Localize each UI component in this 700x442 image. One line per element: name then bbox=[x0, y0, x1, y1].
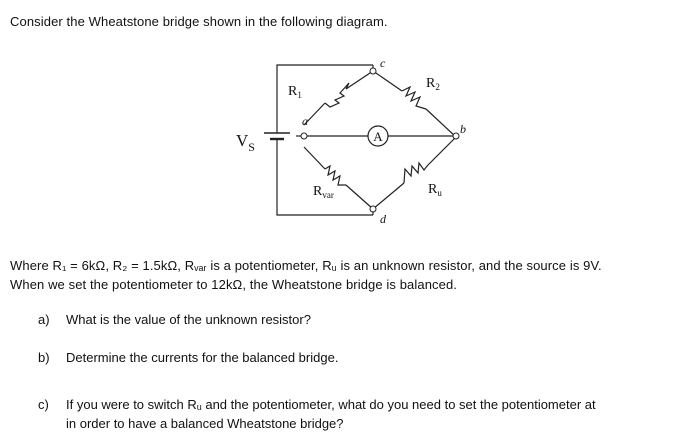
wheatstone-bridge-diagram bbox=[220, 45, 480, 235]
question-b-text: Determine the currents for the balanced bridge. bbox=[66, 350, 339, 365]
battery-icon bbox=[264, 130, 290, 148]
ammeter-label: A bbox=[373, 129, 383, 144]
node-c-label: c bbox=[380, 56, 386, 70]
question-a-label: a) bbox=[38, 312, 50, 327]
node-d-dot bbox=[370, 206, 376, 212]
resistor-ru-icon bbox=[404, 163, 428, 183]
node-b-label: b bbox=[460, 122, 466, 136]
intro-text: Consider the Wheatstone bridge shown in the following diagram. bbox=[10, 14, 388, 29]
node-a-dot bbox=[301, 133, 307, 139]
question-b-label: b) bbox=[38, 350, 50, 365]
resistor-rvar-icon bbox=[325, 166, 346, 185]
rvar-label: $R_{var}$ bbox=[313, 184, 334, 200]
balance-condition-line: When we set the potentiometer to 12kΩ, the Wheatstone bridge is balanced. bbox=[10, 277, 457, 292]
node-d-label: d bbox=[380, 212, 386, 226]
question-a-text: What is the value of the unknown resistor? bbox=[66, 312, 311, 327]
resistor-r1-icon bbox=[325, 83, 349, 107]
question-c-text-line1: If you were to switch Rᵤ and the potentiometer, what do you need to set the potentiometer at bbox=[66, 397, 596, 412]
r1-label: $R_1$ bbox=[288, 84, 302, 100]
r2-label: $R_2$ bbox=[426, 76, 440, 92]
ru-label: $R_u$ bbox=[428, 182, 442, 198]
node-a-label: a bbox=[302, 114, 308, 128]
question-c-label: c) bbox=[38, 397, 49, 412]
question-c-text-line2: in order to have a balanced Wheatstone bridge? bbox=[66, 416, 344, 431]
node-b-dot bbox=[453, 133, 459, 139]
resistor-r2-icon bbox=[402, 87, 426, 109]
given-values-line: Where R₁ = 6kΩ, R₂ = 1.5kΩ, Rᵥₐᵣ is a potentiometer, Rᵤ is an unknown resistor, and the source is 9V. bbox=[10, 258, 602, 273]
source-label: $V_S$ bbox=[236, 131, 255, 154]
node-c-dot bbox=[370, 68, 376, 74]
